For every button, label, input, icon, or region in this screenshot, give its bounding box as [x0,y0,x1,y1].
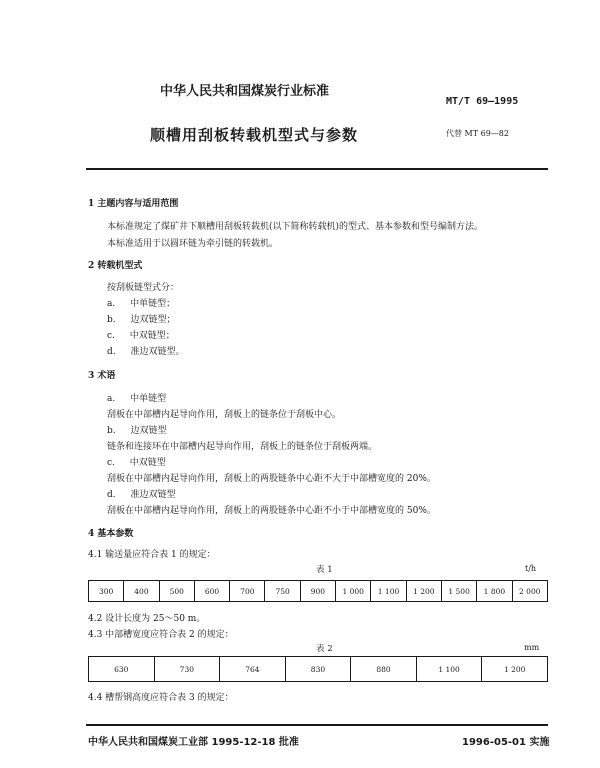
table-cell: 2 000 [512,581,547,602]
table-cell: 600 [194,581,229,602]
table-cell: 500 [159,581,194,602]
clause-4-3: 4.3 中部槽宽度应符合表 2 的规定： [88,630,234,640]
section-1-para-2: 本标准适用于以圆环链为牵引链的转载机。 [107,239,279,249]
list-text: 边双链型； [130,315,176,325]
section-1-heading: 1 主题内容与适用范围 [88,199,179,209]
header-rule [86,168,548,170]
term-letter: d. [107,490,116,500]
clause-4-2: 4.2 设计长度为 25～50 m。 [88,614,206,624]
table-cell: 630 [89,657,155,682]
table-cell: 730 [154,657,220,682]
table-2-caption: 表 2 [316,644,333,654]
table-cell: 1 500 [441,581,476,602]
term-letter: b. [107,426,116,436]
term-name [107,423,167,436]
section-2-heading: 2 转载机型式 [88,261,143,271]
footer-rule [86,724,548,726]
table-cell: 1 100 [371,581,406,602]
table-cell: 1 200 [406,581,441,602]
clause-4-4: 4.4 槽帮钢高度应符合表 3 的规定： [88,693,234,703]
list-item [107,312,176,325]
table-cell: 900 [300,581,335,602]
term-name [107,455,166,468]
list-letter: c. [107,331,115,341]
section-4-heading: 4 基本参数 [88,529,134,539]
table-cell: 764 [220,657,286,682]
table-cell: 1 800 [477,581,512,602]
term-label: 边双链型 [130,426,167,436]
effective-date: 1996-05-01 实施 [462,737,550,748]
list-item [107,344,185,357]
term-label: 准边双链型 [130,490,176,500]
table-cell: 1 000 [336,581,371,602]
list-text: 中双链型； [129,331,175,341]
document-title: 顺槽用刮板转载机型式与参数 [150,126,359,144]
table-cell: 830 [285,657,351,682]
table-1 [88,580,548,602]
term-definition: 链条和连接环在中部槽内起导向作用，刮板上的链条位于刮板两端。 [107,442,378,452]
section-2-intro: 按刮板链型式分： [107,283,180,293]
table-cell: 880 [351,657,417,682]
term-definition: 刮板在中部槽内起导向作用，刮板上的两股链条中心距不小于中部槽宽度的 50%。 [107,506,436,516]
table-cell: 400 [124,581,159,602]
table-row [89,657,548,682]
table-2 [88,656,548,682]
section-3-heading: 3 术语 [88,371,116,381]
list-letter: a. [107,299,116,309]
section-1-para-1: 本标准规定了煤矿井下顺槽用刮板转载机(以下简称转载机)的型式、基本参数和型号编制方法。 [107,222,484,232]
table-2-unit: mm [524,643,540,652]
table-1-caption: 表 1 [316,565,333,575]
term-label: 中双链型 [129,458,166,468]
list-letter: b. [107,315,116,325]
table-1-unit: t/h [525,564,537,573]
list-letter: d. [107,347,116,357]
term-name [107,487,176,500]
table-cell: 1 200 [482,657,548,682]
clause-4-1: 4.1 输送量应符合表 1 的规定： [88,550,216,560]
table-row [89,581,548,602]
term-label: 中单链型 [130,394,167,404]
standard-number: MT/T 69—1995 [446,96,519,107]
list-text: 准边双链型。 [130,347,185,357]
table-cell: 750 [265,581,300,602]
replaces-note: 代替 MT 69—82 [446,129,509,138]
term-name [107,391,166,404]
term-letter: c. [107,458,115,468]
org-title: 中华人民共和国煤炭行业标准 [160,84,330,99]
table-cell: 1 100 [416,657,482,682]
approval-line: 中华人民共和国煤炭工业部 1995-12-18 批准 [88,737,299,748]
term-letter: a. [107,394,116,404]
table-cell: 700 [230,581,265,602]
list-text: 中单链型； [130,299,176,309]
list-item [107,296,175,309]
list-item [107,328,175,341]
term-definition: 刮板在中部槽内起导向作用，刮板上的链条位于刮板中心。 [107,410,342,420]
term-definition: 刮板在中部槽内起导向作用，刮板上的两股链条中心距不大于中部槽宽度的 20%。 [107,474,436,484]
table-cell: 300 [89,581,124,602]
